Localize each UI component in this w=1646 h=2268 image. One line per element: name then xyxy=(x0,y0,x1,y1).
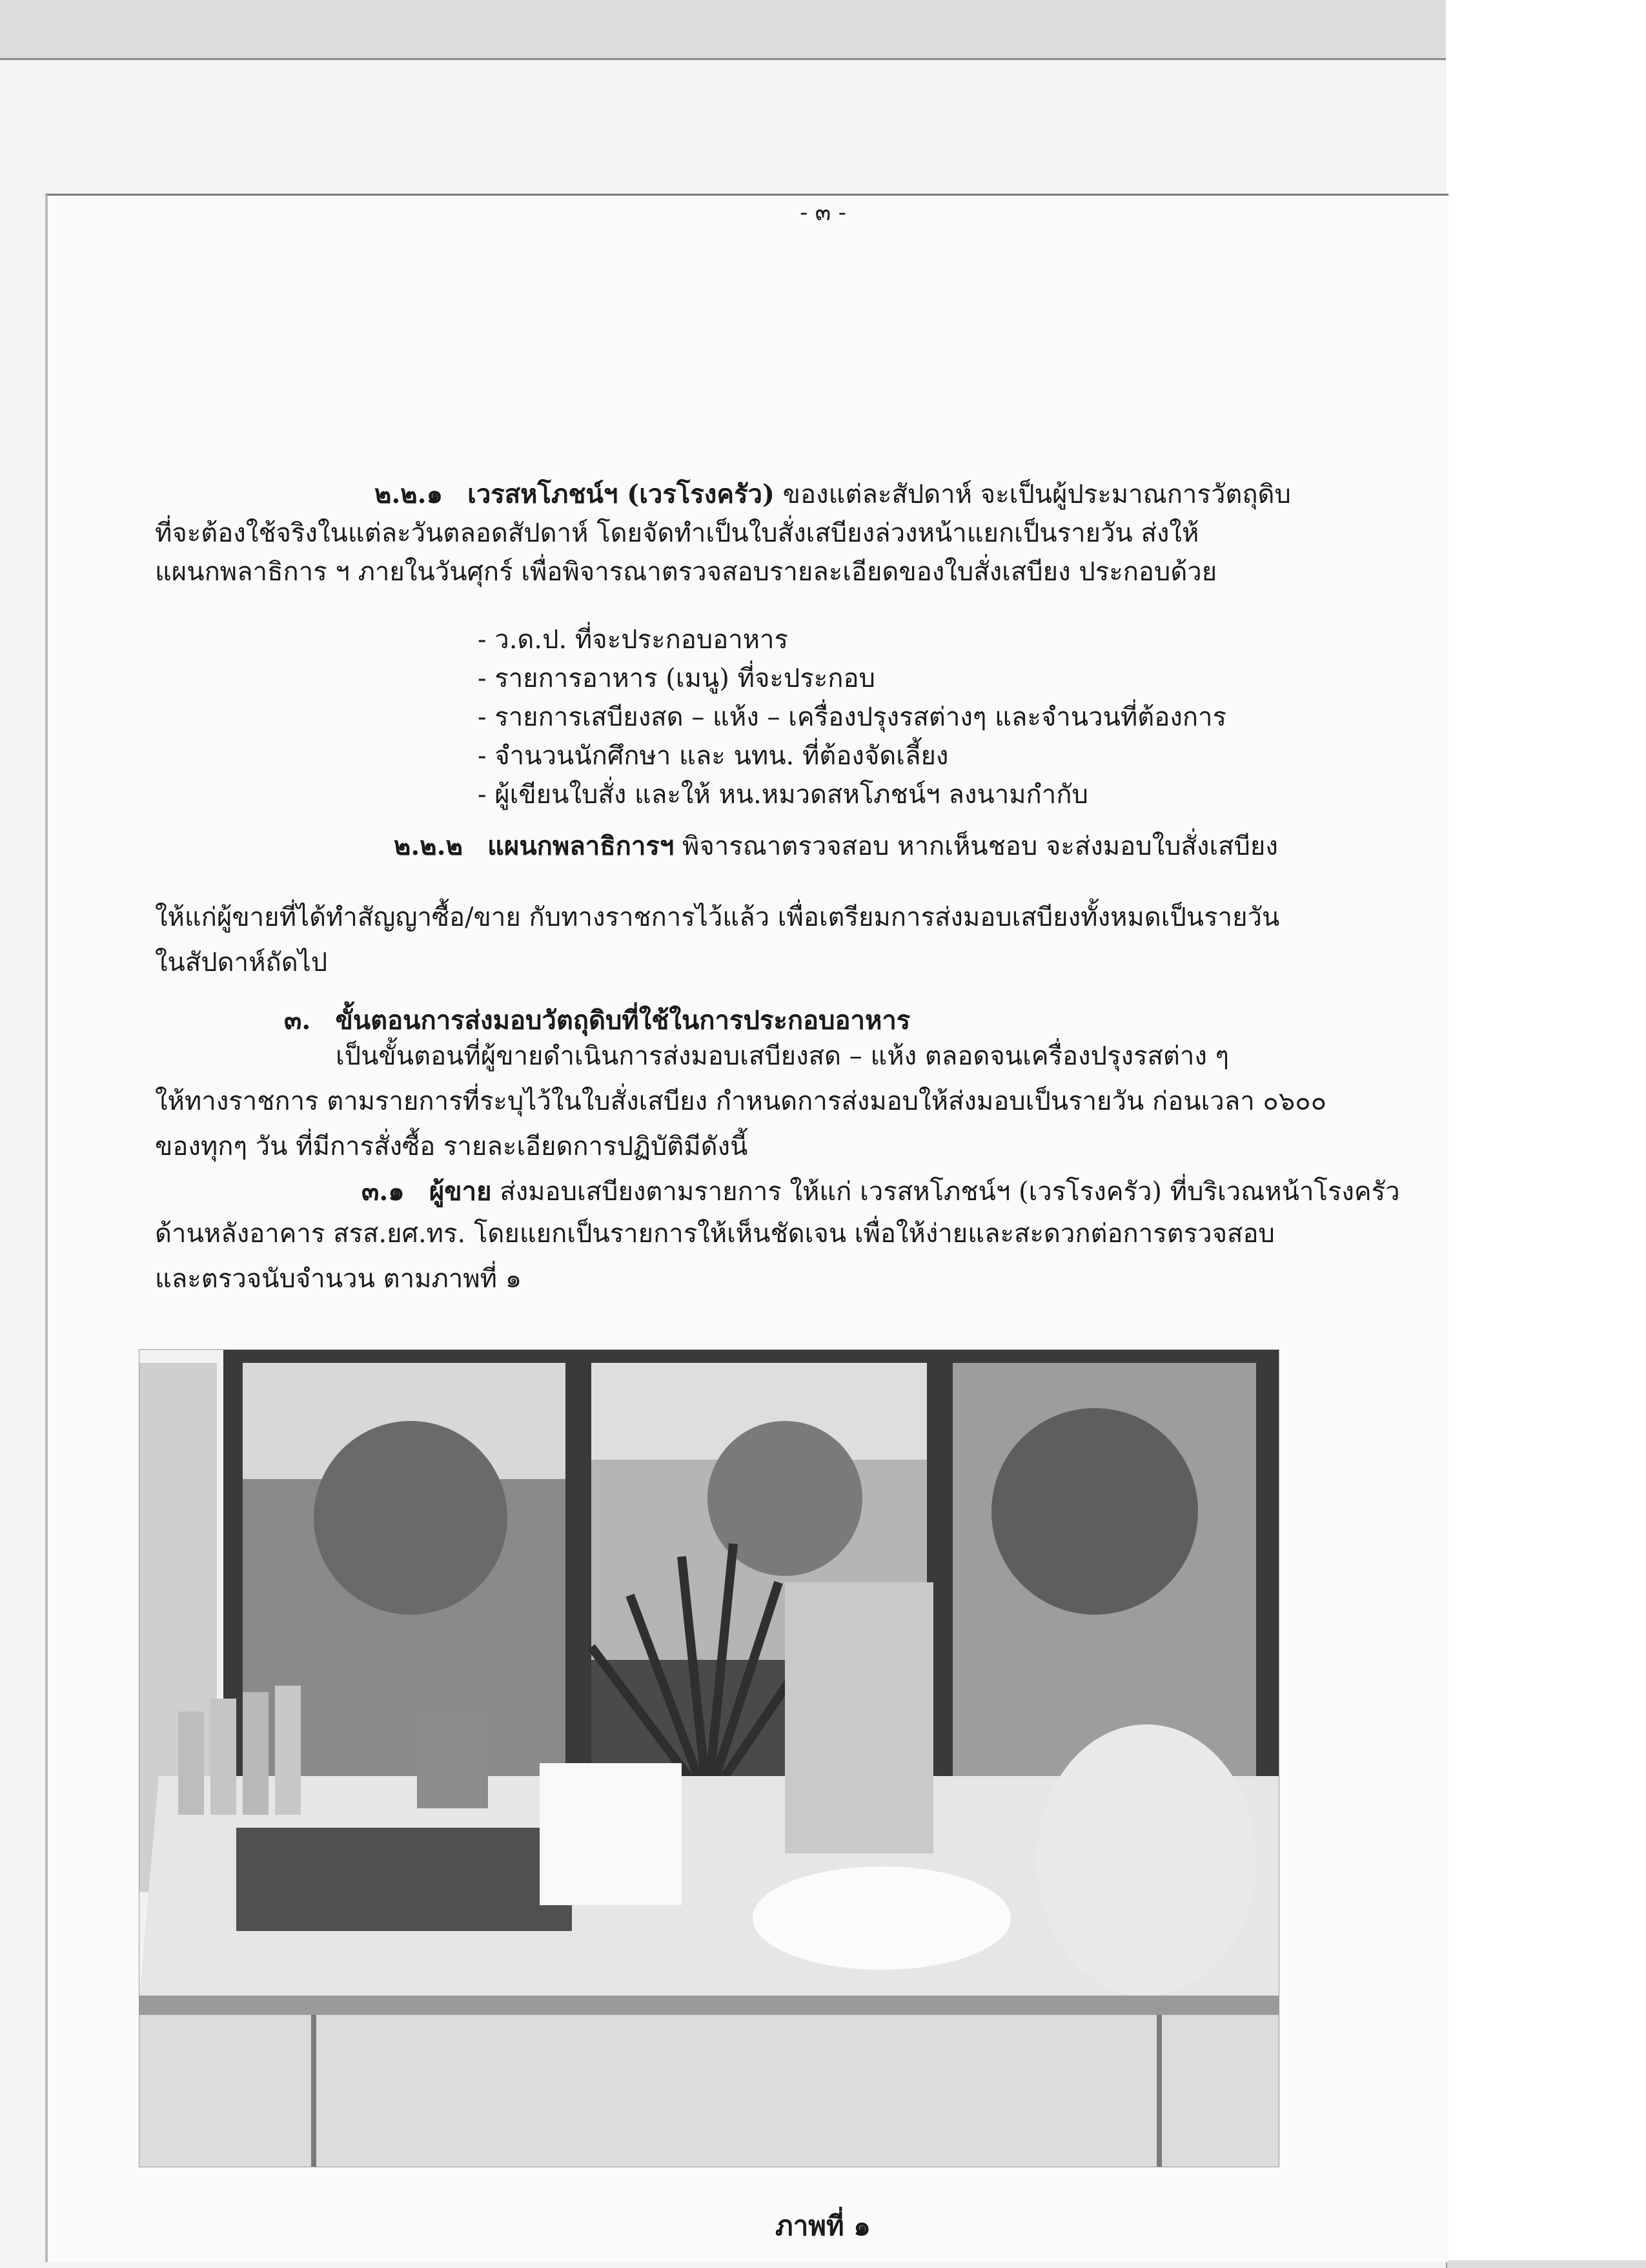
section-2-2-2-line-3: ในสัปดาห์ถัดไป xyxy=(155,948,328,977)
photo-illustration xyxy=(139,1350,1279,2167)
list-item: - รายการอาหาร (เมนู) ที่จะประกอบ xyxy=(478,664,875,693)
section-2-2-1-line-1 xyxy=(374,478,1291,511)
list-item: - ว.ด.ป. ที่จะประกอบอาหาร xyxy=(478,625,788,655)
section-heading: แผนกพลาธิการฯ xyxy=(487,831,675,861)
section-number: ๒.๒.๑ xyxy=(374,479,443,509)
section-heading: ผู้ขาย xyxy=(429,1176,492,1207)
figure-photo xyxy=(139,1349,1279,2167)
section-3-heading-line xyxy=(284,1004,910,1037)
section-2-2-1-line-3: แผนกพลาธิการ ฯ ภายในวันศุกร์ เพื่อพิจารณาตรวจสอบรายละเอียดของใบสั่งเสบียง ประกอบด้วย xyxy=(155,557,1217,587)
list-item: - ผู้เขียนใบสั่ง และให้ หน.หมวดสหโภชน์ฯ ลงนามกำกับ xyxy=(478,780,1088,810)
figure-caption: ภาพที่ ๑ xyxy=(775,2210,871,2242)
page-number: - ๓ - xyxy=(800,199,846,226)
section-2-2-2-line-1 xyxy=(394,830,1278,863)
section-3-line-2: ให้ทางราชการ ตามรายการที่ระบุไว้ในใบสั่งเสบียง กำหนดการส่งมอบให้ส่งมอบเป็นรายวัน ก่อนเวลา ๐๖๐๐ xyxy=(155,1087,1327,1116)
section-text: ของแต่ละสัปดาห์ จะเป็นผู้ประมาณการวัตถุดิบ xyxy=(782,480,1291,509)
section-3-line-3: ของทุกๆ วัน ที่มีการสั่งซื้อ รายละเอียดการปฏิบัติมีดังนี้ xyxy=(155,1132,748,1161)
section-text: ส่งมอบเสบียงตามรายการ ให้แก่ เวรสหโภชน์ฯ (เวรโรงครัว) ที่บริเวณหน้าโรงครัว xyxy=(500,1177,1400,1207)
section-2-2-1-line-2: ที่จะต้องใช้จริงในแต่ละวันตลอดสัปดาห์ โดยจัดทำเป็นใบสั่งเสบียงล่วงหน้าแยกเป็นรายวัน ส่งให้ xyxy=(155,518,1199,548)
list-item: - จำนวนนักศึกษา และ นทน. ที่ต้องจัดเลี้ยง xyxy=(478,741,949,771)
section-number: ๒.๒.๒ xyxy=(394,831,463,861)
section-number: ๓.๑ xyxy=(361,1176,405,1207)
list-item: - รายการเสบียงสด – แห้ง – เครื่องปรุงรสต่างๆ และจำนวนที่ต้องการ xyxy=(478,702,1226,732)
section-heading: ขั้นตอนการส่งมอบวัตถุดิบที่ใช้ในการประกอบอาหาร xyxy=(335,1005,911,1036)
section-text: พิจารณาตรวจสอบ หากเห็นชอบ จะส่งมอบใบสั่งเสบียง xyxy=(682,832,1278,861)
section-3-1-line-1 xyxy=(361,1175,1400,1209)
scan-margin xyxy=(1446,0,1646,2260)
section-3-1-line-3: และตรวจนับจำนวน ตามภาพที่ ๑ xyxy=(155,1264,522,1294)
section-2-2-2-line-2: ให้แก่ผู้ขายที่ได้ทำสัญญาซื้อ/ขาย กับทางราชการไว้แล้ว เพื่อเตรียมการส่งมอบเสบียงทั้งหมดเป็นรายวัน xyxy=(155,903,1280,932)
section-number: ๓. xyxy=(284,1005,311,1036)
section-3-1-line-2: ด้านหลังอาคาร สรส.ยศ.ทร. โดยแยกเป็นรายการให้เห็นชัดเจน เพื่อให้ง่ายและสะดวกต่อการตรวจสอบ xyxy=(155,1219,1275,1249)
section-heading: เวรสหโภชน์ฯ (เวรโรงครัว) xyxy=(467,479,775,509)
section-3-line-1: เป็นขั้นตอนที่ผู้ขายดำเนินการส่งมอบเสบียงสด – แห้ง ตลอดจนเครื่องปรุงรสต่าง ๆ xyxy=(336,1041,1230,1071)
